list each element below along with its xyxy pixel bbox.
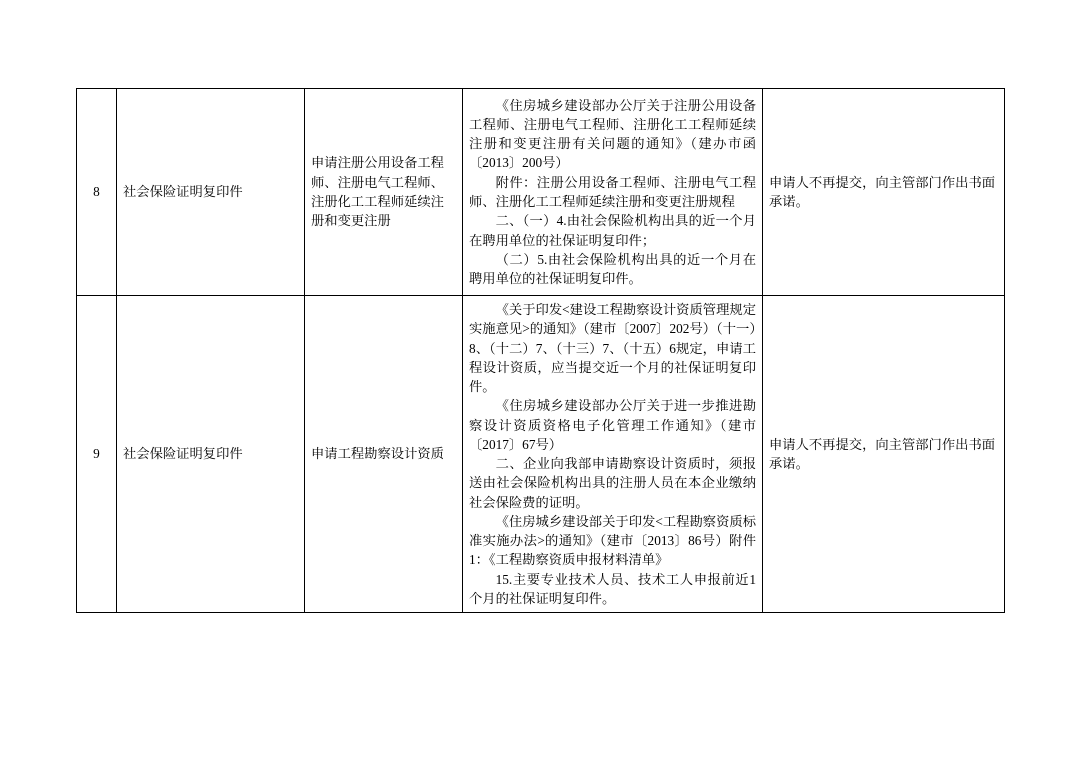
legal-basis-paragraph: 《关于印发<建设工程勘察设计资质管理规定实施意见>的通知》（建市〔2007〕202号）（十一）8、（十二）7、（十三）7、（十五）6规定，申请工程设计资质，应当提交近一个月的社保证明复印件。 bbox=[469, 302, 756, 395]
legal-basis bbox=[463, 89, 763, 296]
legal-basis bbox=[463, 296, 763, 613]
table-row bbox=[77, 89, 1005, 296]
row-index: 8 bbox=[77, 89, 117, 296]
legal-basis-paragraph: 附件：注册公用设备工程师、注册电气工程师、注册化工工程师延续注册和变更注册规程 bbox=[469, 174, 756, 209]
material-name: 社会保险证明复印件 bbox=[117, 296, 305, 613]
requirements-table bbox=[76, 88, 1005, 613]
legal-basis-paragraph: （二）5.由社会保险机构出具的近一个月在聘用单位的社保证明复印件。 bbox=[469, 251, 756, 287]
application-item: 申请注册公用设备工程师、注册电气工程师、注册化工工程师延续注册和变更注册 bbox=[305, 89, 463, 296]
table-row bbox=[77, 296, 1005, 613]
legal-basis-paragraph: 《住房城乡建设部办公厅关于注册公用设备工程师、注册电气工程师、注册化工工程师延续注册和变更注册有关问题的通知》（建办市函〔2013〕200号） bbox=[469, 97, 756, 171]
row-index: 9 bbox=[77, 296, 117, 613]
legal-basis-paragraph: 15.主要专业技术人员、技术工人申报前近1个月的社保证明复印件。 bbox=[469, 571, 756, 606]
material-name: 社会保险证明复印件 bbox=[117, 89, 305, 296]
legal-basis-paragraph: 二、企业向我部申请勘察设计资质时，须报送由社会保险机构出具的注册人员在本企业缴纳社会保险费的证明。 bbox=[469, 456, 756, 510]
remark: 申请人不再提交，向主管部门作出书面承诺。 bbox=[763, 296, 1005, 613]
legal-basis-paragraph: 《住房城乡建设部办公厅关于进一步推进勘察设计资质资格电子化管理工作通知》（建市〔2017〕67号） bbox=[469, 398, 756, 452]
legal-basis-paragraph: 《住房城乡建设部关于印发<工程勘察资质标准实施办法>的通知》（建市〔2013〕86号）附件1：《工程勘察资质申报材料清单》 bbox=[469, 513, 756, 568]
application-item: 申请工程勘察设计资质 bbox=[305, 296, 463, 613]
remark: 申请人不再提交，向主管部门作出书面承诺。 bbox=[763, 89, 1005, 296]
legal-basis-paragraph: 二、（一）4.由社会保险机构出具的近一个月在聘用单位的社保证明复印件； bbox=[469, 213, 756, 248]
